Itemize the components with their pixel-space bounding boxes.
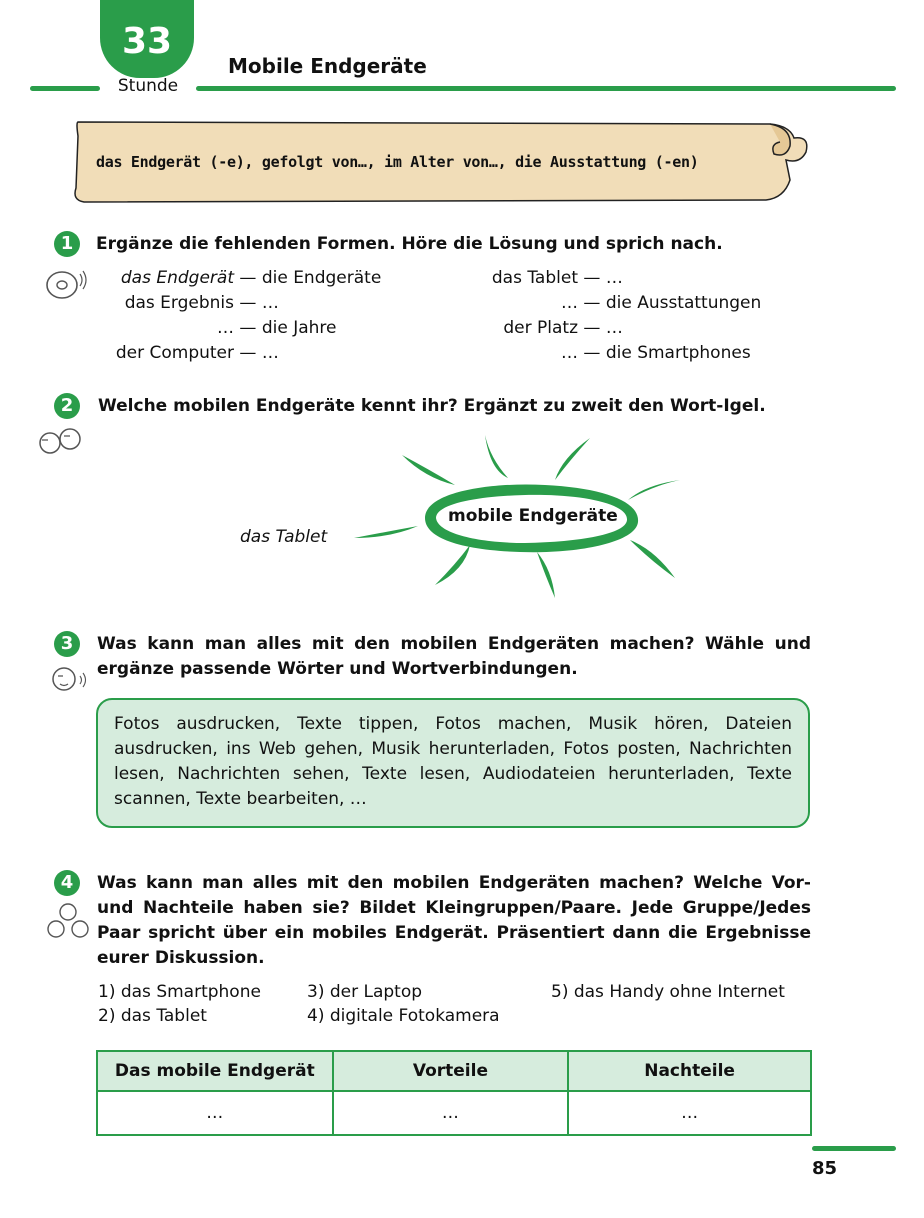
dash: — (239, 268, 257, 288)
ex1-right-pl-4: die Smartphones (605, 343, 751, 363)
table-header-disadvantages: Nachteile (568, 1051, 811, 1091)
page-title: Mobile Endgeräte (228, 54, 427, 78)
table-cell-disadvantages[interactable]: … (568, 1091, 811, 1135)
ex1-right-pl-3: … (605, 318, 623, 338)
word-bank-text: Fotos ausdrucken, Texte tippen, Fotos machen, Musik hören, Dateien ausdrucken, ins Web gehen, Musik herunterladen, Fotos posten, Nachrichten lesen, Nachrichten sehen, Texte lesen, Audiodateien herunterladen, Texte scannen, Texte bearbeiten, … (114, 714, 792, 809)
ex1-right-sg-2: … (561, 293, 578, 313)
exercise-number-4: 4 (54, 870, 80, 896)
header-rule-right (196, 86, 896, 91)
ex1-right-pl-2: die Ausstattungen (605, 293, 762, 313)
table-header-device: Das mobile Endgerät (97, 1051, 333, 1091)
dash: — (239, 293, 257, 313)
table-header-row (97, 1051, 811, 1091)
dash: — (239, 318, 257, 338)
vocab-line: das Endgerät (-e), gefolgt von…, im Alter von…, die Ausstattung (-en) (96, 153, 699, 171)
ex1-left-pl-2: … (261, 293, 279, 313)
ex1-left-sg-1: das Endgerät (120, 268, 234, 288)
group-work-icon (44, 902, 92, 940)
ex1-right-row-1 (440, 266, 810, 291)
ex1-left-pl-3: die Jahre (261, 318, 337, 338)
ex1-left-row-3 (100, 316, 440, 341)
speaking-icon (48, 664, 88, 694)
ex1-right-pl-1: … (605, 268, 623, 288)
ex1-left-row-2 (100, 291, 440, 316)
table-cell-advantages[interactable]: … (333, 1091, 569, 1135)
exercise-number-1: 1 (54, 231, 80, 257)
option-1: 1) das Smartphone (98, 982, 261, 1002)
cd-audio-icon (42, 268, 88, 302)
exercise-1-instruction: Ergänze die fehlenden Formen. Höre die Lösung und sprich nach. (96, 234, 723, 254)
ex1-left-sg-4: der Computer (115, 343, 234, 363)
dash: — (239, 343, 257, 363)
dash: — (583, 318, 601, 338)
ex1-right-sg-3: der Platz (503, 318, 578, 338)
option-2: 2) das Tablet (98, 1006, 207, 1026)
ex1-left-pl-4: … (261, 343, 279, 363)
ex1-right-sg-1: das Tablet (491, 268, 578, 288)
page-number: 85 (812, 1158, 838, 1179)
option-4: 4) digitale Fotokamera (307, 1006, 500, 1026)
exercise-number-2: 2 (54, 393, 80, 419)
ex1-right-row-4 (440, 341, 810, 366)
dash: — (583, 293, 601, 313)
option-3: 3) der Laptop (307, 982, 423, 1002)
ex1-left-row-1 (100, 266, 440, 291)
ex1-right-row-3 (440, 316, 810, 341)
dash: — (583, 268, 601, 288)
hedgehog-center-word: mobile Endgeräte (448, 506, 618, 526)
exercise-4-instruction: Was kann man alles mit den mobilen Endgeräten machen? Welche Vor- und Nachteile haben sie? Bildet Kleingruppen/Paare. Jede Gruppe/Jedes Paar spricht über ein mobiles Endgerät. Präsentiert dann die Ergebnisse eurer Diskussion. (97, 873, 811, 968)
ex1-left-sg-2: das Ergebnis (124, 293, 234, 313)
exercise-2-instruction: Welche mobilen Endgeräte kennt ihr? Ergänzt zu zweit den Wort-Igel. (98, 396, 766, 416)
header-rule-left (30, 86, 100, 91)
table-header-advantages: Vorteile (333, 1051, 569, 1091)
table-row (97, 1091, 811, 1135)
hedgehog-example-word: das Tablet (240, 527, 328, 547)
ex1-right-row-2 (440, 291, 810, 316)
exercise-3-instruction: Was kann man alles mit den mobilen Endgeräten machen? Wähle und ergänze passende Wörter und Wortverbindungen. (97, 634, 811, 679)
ex1-left-pl-1: die Endgeräte (261, 268, 382, 288)
lesson-word: Stunde (117, 76, 179, 96)
ex1-left-row-4 (100, 341, 440, 366)
dash: — (583, 343, 601, 363)
pair-work-icon (34, 426, 88, 456)
ex1-left-sg-3: … (217, 318, 234, 338)
lesson-number: 33 (121, 21, 173, 62)
pros-cons-table (96, 1050, 812, 1136)
footer-rule (812, 1146, 896, 1151)
table-cell-device[interactable]: … (97, 1091, 333, 1135)
ex1-right-sg-4: … (561, 343, 578, 363)
exercise-number-3: 3 (54, 631, 80, 657)
option-5: 5) das Handy ohne Internet (551, 982, 785, 1002)
